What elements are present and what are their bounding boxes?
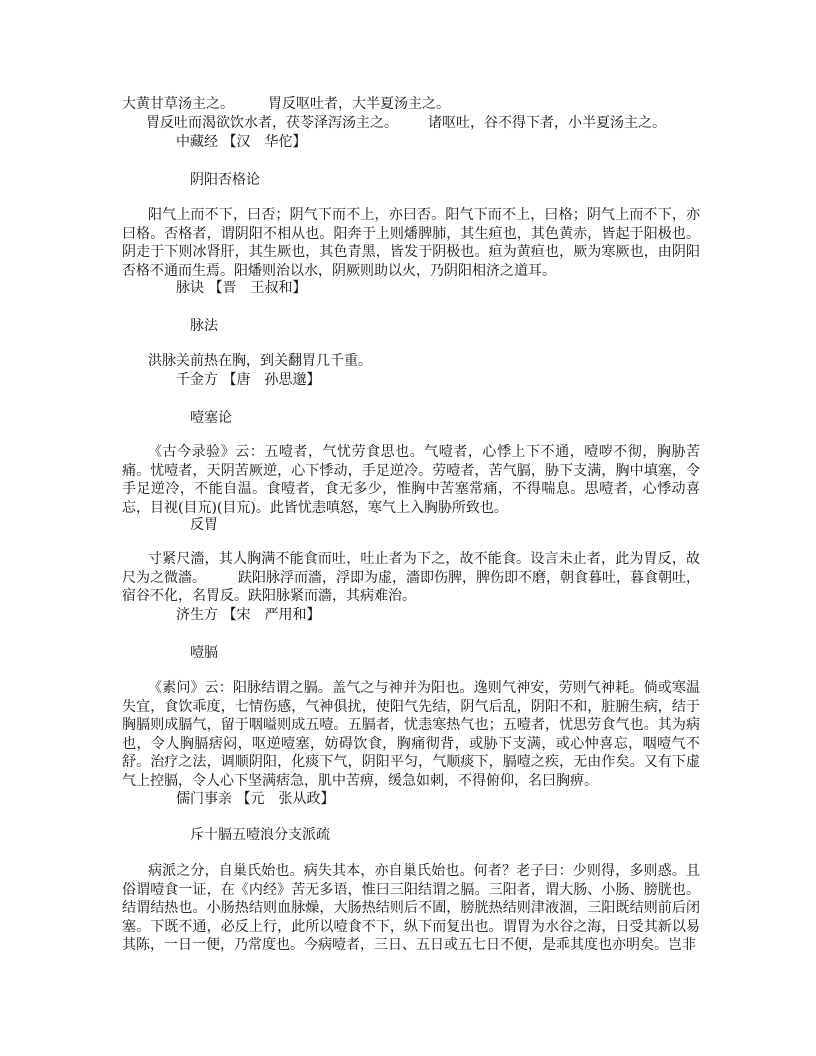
section-source: 千金方 【唐 孙思邈】 — [176, 372, 321, 388]
section-paragraph-2-b: 趺阳脉浮而濇，浮即为虚，濇即伤脾，脾伤即不磨，朝食暮吐，暮食朝吐，宿谷不化，名胃反。趺阳脉紧而濇，其病难治。 — [122, 569, 700, 605]
section-source: 济生方 【宋 严用和】 — [176, 607, 321, 623]
section-paragraph: 《素问》云：阳脉结谓之膈。盖气之与神并为阳也。逸则气神安，劳则气神耗。倘或寒温失宜，食饮乖度，七情伤感，气神俱扰，使阳气先结，阴气后乱，阴阳不和，脏腑生病，结于胸膈则成膈气，留于咽嗌则成五噎。五膈者，忧恚寒热气也；五噎者，忧思劳食气也。其为病也，令人胸膈痞闷，呕逆噎塞，妨碍饮食，胸痛彻背，或胁下支满，或心忡喜忘，咽噎气不舒。治疗之法，调顺阴阳，化痰下气，阴阳平匀，气顺痰下，膈噎之疾，无由作矣。又有下虚气上控膈，令人心下坚满痞急，肌中苦痹，缓急如刺，不得俯仰，名曰胸痹。 — [122, 680, 700, 789]
section-source: 儒门事亲 【元 张从政】 — [176, 791, 335, 807]
section-source: 脉诀 【晋 王叔和】 — [176, 280, 307, 296]
section-title: 阴阳否格论 — [190, 172, 260, 188]
top-line-2-a: 胃反吐而渴欲饮水者，茯苓泽泻汤主之。 — [146, 115, 398, 131]
section-subtitle: 反胃 — [190, 517, 218, 533]
section-title: 斥十膈五噎浪分支派疏 — [190, 827, 330, 843]
top-line-1 — [122, 95, 702, 113]
top-line-1-b: 胃反呕吐者，大半夏汤主之。 — [268, 96, 450, 112]
section-paragraph: 《古今录验》云：五噎者，气忧劳食思也。气噎者，心悸上下不通，噎哕不彻，胸胁苦痛。忧噎者，天阴苦厥逆，心下悸动，手足逆冷。劳噎者，苦气膈，胁下支满，胸中填塞，令手足逆冷，不能自温。食噎者，食无多少，惟胸中苦塞常痛，不得喘息。思噎者，心悸动喜忘，目视(目巟)(目巟)。此皆忧恚嗔怒，寒气上入胸胁所致也。 — [122, 444, 700, 516]
section-paragraph: 病派之分，自巢氏始也。病失其本，亦自巢氏始也。何者？老子曰：少则得，多则惑。且俗谓噎食一证，在《内经》苦无多语，惟曰三阳结谓之膈。三阳者，谓大肠、小肠、膀胱也。结谓结热也。小肠热结则血脉燥，大肠热结则后不圊，膀胱热结则津液涸，三阳既结则前后闭塞。下既不通，必反上行，此所以噎食不下，纵下而复出也。谓胃为水谷之海，日受其新以易其陈，一日一便，乃常度也。今病噎者，三日、五日或五七日不便，是乖其度也亦明矣。岂非 — [122, 863, 700, 954]
section-title: 噎塞论 — [190, 410, 232, 426]
section-title: 噎膈 — [190, 645, 218, 661]
top-line-1-a: 大黄甘草汤主之。 — [122, 96, 234, 112]
section-paragraph: 阳气上而不下，曰否；阴气下而不上，亦曰否。阳气下而不上，曰格；阴气上而不下，亦曰格。否格者，谓阴阳不相从也。阳奔于上则燔脾肺，其生疸也，其色黄赤，皆起于阳极也。阴走于下则冰肾肝，其生厥也，其色青黑，皆发于阴极也。疸为黄疸也，厥为寒厥也，由阴阳否格不通而生焉。阳燔则治以水，阴厥则助以火，乃阴阳相济之道耳。 — [122, 207, 700, 279]
top-line-2 — [146, 114, 726, 132]
section-source: 中藏经 【汉 华佗】 — [176, 134, 307, 150]
section-paragraph-2 — [122, 550, 700, 606]
section-title: 脉法 — [190, 318, 218, 334]
section-paragraph: 洪脉关前热在胸，到关翻胃几千重。 — [148, 353, 372, 369]
top-line-2-b: 诸呕吐，谷不得下者，小半夏汤主之。 — [428, 115, 666, 131]
section-paragraph-2-a: 寸紧尺濇，其人胸满不能食而吐，吐止者为下之，故不能食。设言未止者，此为胃反，故尺为之微濇。 — [122, 551, 700, 586]
